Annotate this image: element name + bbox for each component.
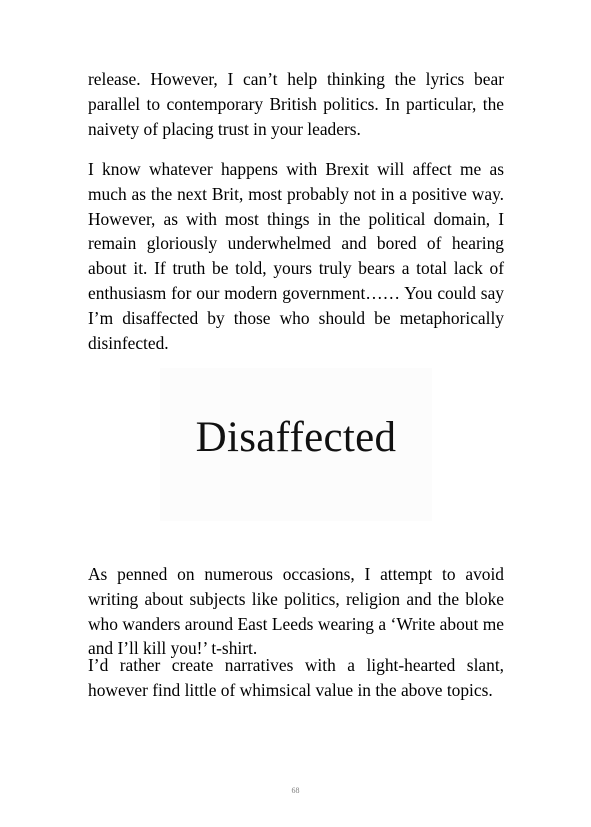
- paragraph-3: As penned on numerous occasions, I attempt to avoid writing about subjects like politics, religion and the bloke who wanders around East Leeds wearing a ‘Write about me and I’ll kill you!’ t-shirt.: [88, 564, 504, 659]
- paragraph-1: release. However, I can’t help thinking the lyrics bear parallel to contemporary British politics. In particular, the naivety of placing trust in your leaders.: [88, 69, 504, 139]
- disaffected-title-image: [160, 368, 432, 521]
- paragraph-2: I know whatever happens with Brexit will affect me as much as the next Brit, most probably not in a positive way. However, as with most things in the political domain, I remain gloriously underwhelmed and bored of hearing about it. If truth be told, yours truly bears a total lack of enthusiasm for our modern government…… You could say I’m disaffected by those who should be metaphorically disinfected.: [88, 159, 504, 353]
- paragraph-4: I’d rather create narratives with a light-hearted slant, however find little of whimsical value in the above topics.: [88, 655, 504, 700]
- disaffected-title-text: Disaffected: [195, 414, 397, 461]
- page-number: 68: [291, 786, 300, 795]
